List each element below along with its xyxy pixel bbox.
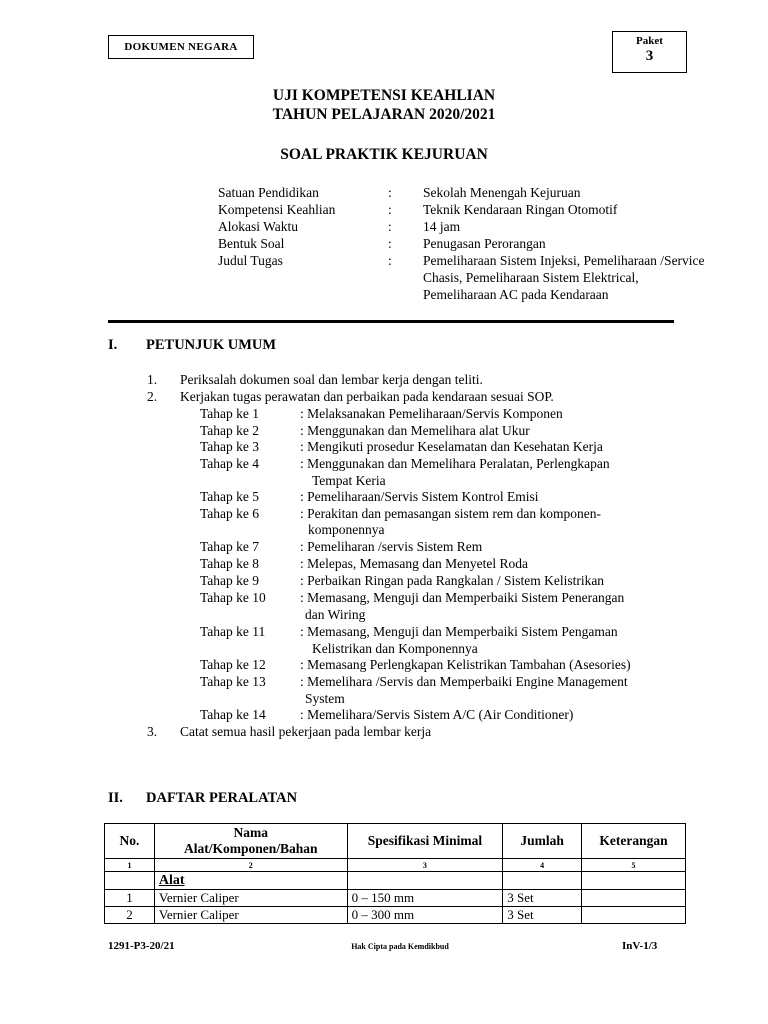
title-line-1: UJI KOMPETENSI KEAHLIAN [272,87,496,104]
header-name-line-2: Alat/Komponen/Bahan [184,841,318,856]
info-value: Teknik Kendaraan Ringan Otomotif [423,202,618,217]
table-index-row [105,859,686,872]
info-value: Pemeliharaan Sistem Injeksi, Pemeliharaan /Service Chasis, Pemeliharaan Sistem Elektrical, Pemeliharaan AC pada Kendaraan [423,253,705,302]
index-cell: 4 [503,859,582,872]
row-name: Vernier Caliper [154,907,347,924]
info-colon: : [388,236,392,251]
table-row [105,907,686,924]
list-number: 2. [147,389,158,404]
tahap-label: Tahap ke 8 [200,556,260,571]
horizontal-rule [108,320,674,323]
row-qty: 3 Set [503,890,582,907]
info-colon: : [388,219,392,234]
tahap-label: Tahap ke 13 [200,674,266,689]
header-name [154,824,347,859]
tahap-text-cont: dan Wiring [305,607,366,622]
tahap-label: Tahap ke 6 [200,506,260,521]
paket-number: 3 [645,48,654,64]
list-number: 3. [147,724,158,739]
table-row [105,890,686,907]
tahap-text: : Memelihara /Servis dan Memperbaiki Engine Management [300,674,628,689]
info-colon: : [388,202,392,217]
tahap-text: : Melaksanakan Pemeliharaan/Servis Komponen [300,406,563,421]
empty-cell [347,872,503,890]
info-key: Judul Tugas [218,253,283,268]
tahap-text: : Menggunakan dan Memelihara Peralatan, Perlengkapan [300,456,610,471]
tahap-text: : Memasang, Menguji dan Memperbaiki Sistem Penerangan [300,590,625,605]
info-key: Satuan Pendidikan [218,185,319,200]
table-header-row [105,824,686,859]
empty-cell [503,872,582,890]
list-text: Catat semua hasil pekerjaan pada lembar kerja [180,724,432,739]
tahap-text: : Memelihara/Servis Sistem A/C (Air Conditioner) [300,707,574,722]
tahap-text: : Menggunakan dan Memelihara alat Ukur [300,423,530,438]
tahap-label: Tahap ke 10 [200,590,266,605]
index-cell: 1 [105,859,155,872]
section-number: II. [108,790,123,806]
tahap-text-cont: Kelistrikan dan Komponennya [312,641,478,656]
tahap-text: : Pemeliharaan/Servis Sistem Kontrol Emisi [300,489,539,504]
section-number: I. [108,337,118,353]
info-key: Kompetensi Keahlian [218,202,336,217]
tahap-text: : Pemeliharan /servis Sistem Rem [300,539,483,554]
tahap-label: Tahap ke 2 [200,423,260,438]
tahap-text: : Memasang, Menguji dan Memperbaiki Sistem Pengaman [300,624,618,639]
category-no-cell [105,872,155,890]
index-cell: 2 [154,859,347,872]
tahap-label: Tahap ke 4 [200,456,260,471]
tahap-label: Tahap ke 11 [200,624,266,639]
info-key: Bentuk Soal [218,236,285,251]
tahap-label: Tahap ke 5 [200,489,260,504]
tahap-text-cont: komponennya [308,522,385,537]
tahap-text: : Perakitan dan pemasangan sistem rem dan komponen- [300,506,602,521]
document-label: DOKUMEN NEGARA [108,35,254,59]
row-note [582,907,686,924]
tahap-text-cont: Tempat Keria [312,473,386,488]
tahap-label: Tahap ke 14 [200,707,266,722]
list-text: Periksalah dokumen soal dan lembar kerja dengan teliti. [180,372,483,387]
section-title: DAFTAR PERALATAN [146,790,298,806]
tahap-text: : Memasang Perlengkapan Kelistrikan Tambahan (Asesories) [300,657,631,672]
header-no: No. [105,824,155,859]
table-category-row [105,872,686,890]
info-colon: : [388,185,392,200]
row-name: Vernier Caliper [154,890,347,907]
row-no: 1 [105,890,155,907]
tahap-text-cont: System [305,691,345,706]
empty-cell [582,872,686,890]
paket-box [612,31,687,73]
row-spec: 0 – 150 mm [347,890,503,907]
list-number: 1. [147,372,158,387]
footer-code: 1291-P3-20/21 [108,940,175,952]
index-cell: 3 [347,859,503,872]
category-label: Alat [158,873,185,888]
section-title: PETUNJUK UMUM [146,337,277,353]
info-value: 14 jam [423,219,461,234]
tahap-label: Tahap ke 3 [200,439,260,454]
header-spec: Spesifikasi Minimal [347,824,503,859]
tahap-text: : Melepas, Memasang dan Menyetel Roda [300,556,528,571]
header-qty: Jumlah [503,824,582,859]
row-spec: 0 – 300 mm [347,907,503,924]
header-name-line-1: Nama [233,825,269,840]
info-value: Penugasan Perorangan [423,236,546,251]
info-key: Alokasi Waktu [218,219,299,234]
tahap-label: Tahap ke 12 [200,657,266,672]
header-note: Keterangan [582,824,686,859]
info-value: Sekolah Menengah Kejuruan [423,185,581,200]
tahap-label: Tahap ke 7 [200,539,260,554]
list-text: Kerjakan tugas perawatan dan perbaikan pada kendaraan sesuai SOP. [180,389,554,404]
paket-label: Paket [636,35,663,47]
tahap-label: Tahap ke 9 [200,573,260,588]
footer-copyright: Hak Cipta pada Kemdikbud [351,942,449,951]
row-no: 2 [105,907,155,924]
footer-page: InV-1/3 [622,940,658,952]
tahap-text: : Mengikuti prosedur Keselamatan dan Kesehatan Kerja [300,439,603,454]
index-cell: 5 [582,859,686,872]
tahap-label: Tahap ke 1 [200,406,260,421]
equipment-table [104,823,686,924]
row-qty: 3 Set [503,907,582,924]
info-colon: : [388,253,392,268]
tahap-text: : Perbaikan Ringan pada Rangkalan / Sistem Kelistrikan [300,573,605,588]
title-line-3: SOAL PRAKTIK KEJURUAN [280,146,488,163]
row-note [582,890,686,907]
title-line-2: TAHUN PELAJARAN 2020/2021 [272,106,496,123]
category-cell [154,872,347,890]
